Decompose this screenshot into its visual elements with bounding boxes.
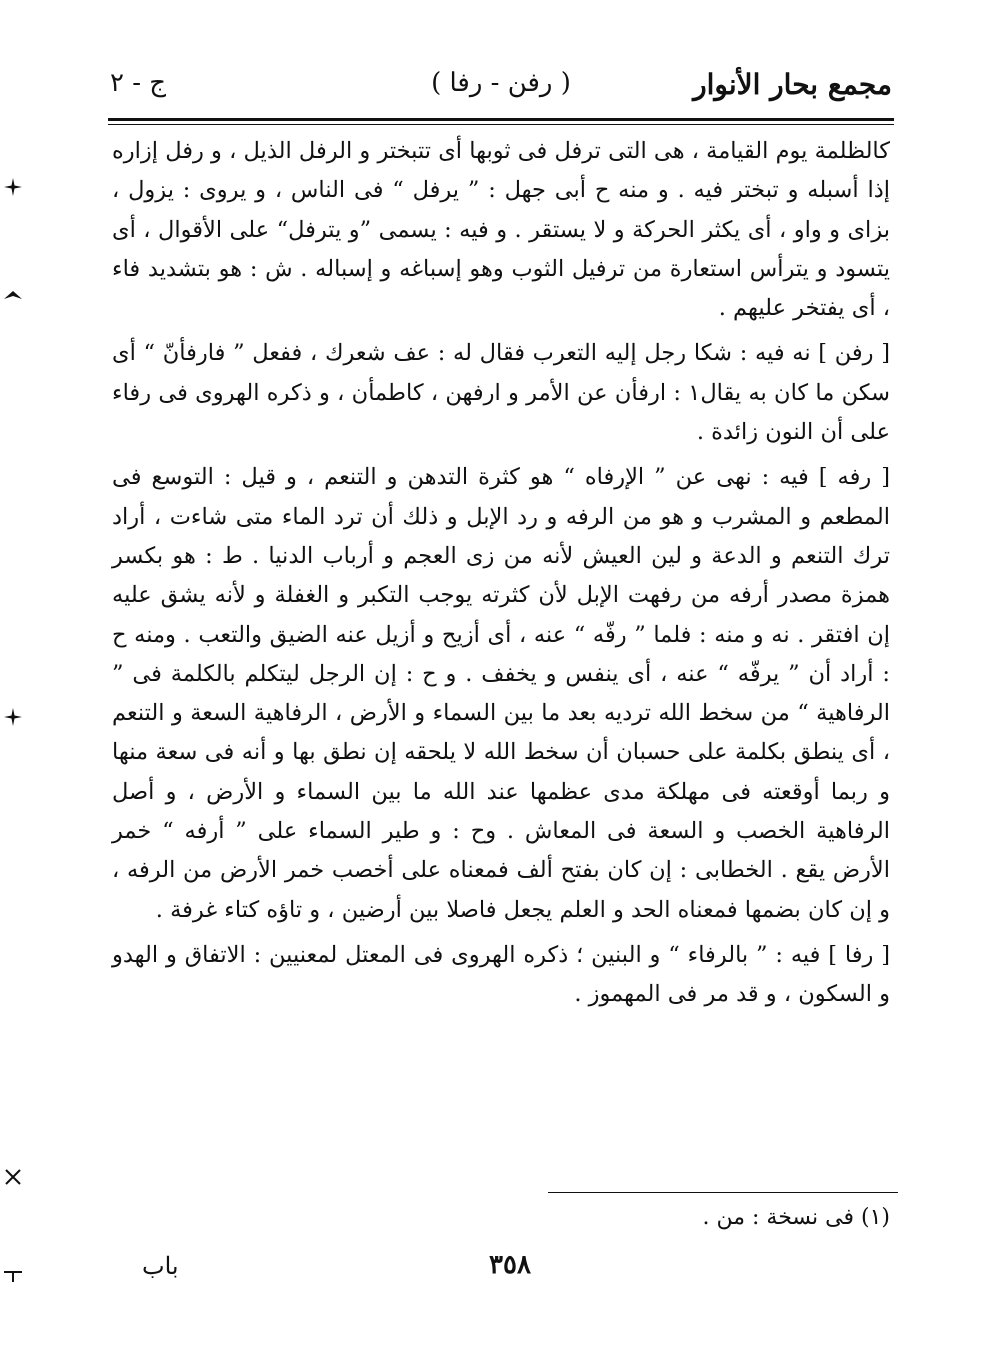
book-title: مجمع بحار الأنوار: [693, 68, 892, 101]
margin-arrow-icon: [2, 285, 24, 307]
margin-star-icon: [2, 706, 24, 728]
main-text: [112, 132, 890, 1021]
margin-arrow-icon: [2, 1264, 24, 1286]
running-header: [110, 68, 892, 108]
header-rule-thin: [108, 124, 894, 125]
paragraph-rafah: [ رفه ] فيه : نهى عن ” الإرفاه “ هو كثرة التدهن و التنعم ، و قيل : التوسع فى المطعم و المشرب و هو من الرفه و رد الإبل و ذلك أن ترد الماء متى شاءت ، أراد ترك التنعم و الدعة و لين العيش لأنه من زى العجم و أرباب الدنيا . ط : هو بكسر همزة مصدر أرفه من رفهت الإبل لأن كثرته يوجب التكبر و الغفلة و لأنه يشق عليه إن افتقر . نه و منه : فلما ” رفّه “ عنه ، أى أزيح و أزيل عنه الضيق والتعب . ومنه ح : أراد أن ” يرفّه “ عنه ، أى ينفس و يخفف . و ح : إن الرجل ليتكلم بالكلمة فى ” الرفاهية “ من سخط الله ترديه بعد ما بين السماء و الأرض ، الرفاهية السعة و التنعم ، أى ينطق بكلمة على حسبان أن سخط الله لا يلحقه إن نطق بها و أنه فى سعة منها و ربما أوقعته فى مهلكة مدى عظمها عند الله ما بين السماء و الأرض ، و أصل الرفاهية الخصب و السعة فى المعاش . وح : و طير السماء على ” أرفه “ خمر الأرض يقع . الخطابى : إن كان بفتح ألف فمعناه على أخصب خمر الأرض من الرفه ، و إن كان بضمها فمعناه الحد و العلم يجعل فاصلا بين أرضين ، و تاؤه كتاء غرفة .: [112, 464, 890, 923]
section-range: ( رفن - رفا ): [431, 68, 571, 98]
footnote: (١) فى نسخة : من .: [702, 1205, 890, 1230]
header-rule-thick: [108, 118, 894, 121]
margin-star-icon: [2, 176, 24, 198]
paragraph-rafan: [ رفن ] نه فيه : شكا رجل إليه التعرب فقال له : عف شعرك ، ففعل ” فارفأنّ “ أى سكن ما كان به يقال١ : ارفأن عن الأمر و ارفهن ، كاطمأن ، و ذكره الهروى فى رفاء على أن النون زائدة .: [112, 340, 891, 446]
margin-cross-icon: [2, 1166, 24, 1188]
paragraph-rafa: [ رفا ] فيه : ” بالرفاء “ و البنين ؛ ذكره الهروى فى المعتل لمعنيين : الاتفاق و الهدو و السكون ، و قد مر فى المهموز .: [112, 941, 890, 1008]
catchword: باب: [142, 1252, 179, 1280]
paragraph-rafl: كالظلمة يوم القيامة ، هى التى ترفل فى ثوبها أى تتبختر و الرفل الذيل ، و رفل إزاره إذا أسبله و تبختر فيه . و منه ح أبى جهل : ” يرفل “ فى الناس ، و يروى : يزول ، بزاى و واو ، أى يكثر الحركة و لا يستقر . و فيه : يسمى ”و يترفل“ على الأقوال ، أى يتسود و يترأس استعارة من ترفيل الثوب وهو إسباغه و إسباله . ش : هو بتشديد فاء ، أى يفتخر عليهم .: [112, 138, 890, 322]
page-number: ٣٥٨: [489, 1250, 531, 1280]
volume-label: ج - ٢: [110, 68, 167, 98]
footnote-divider: [548, 1192, 898, 1193]
